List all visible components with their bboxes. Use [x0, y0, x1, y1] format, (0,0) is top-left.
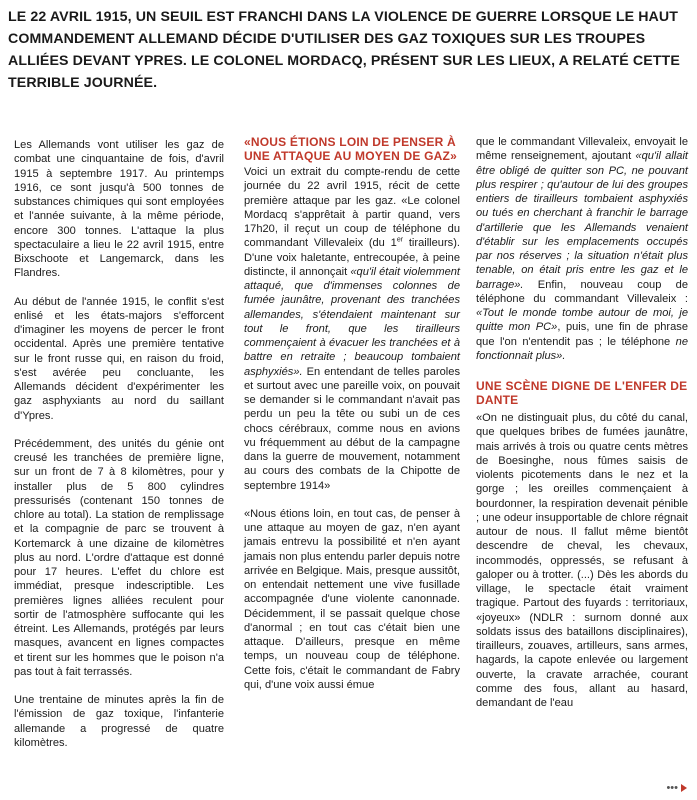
- paragraph: [244, 165, 460, 493]
- text-run: tirailleurs). D'une voix haletante, entrecoupée, à peine distincte, il annonçait: [244, 237, 460, 278]
- article-intro: LE 22 AVRIL 1915, UN SEUIL EST FRANCHI DANS LA VIOLENCE DE GUERRE LORSQUE LE HAUT COMMANDEMENT ALLEMAND DÉCIDE D'UTILISER DES GAZ TOXIQUES SUR LES TROUPES ALLIÉES DEVANT YPRES. LE COLONEL MORDACQ, PRÉSENT SUR LES LIEUX, A RELATÉ CETTE TERRIBLE JOURNÉE.: [8, 9, 680, 91]
- paragraph: Les Allemands vont utiliser les gaz de combat une cinquantaine de fois, d'avril 1915 à septembre 1917. Au printemps 1916, ce sont jusqu'à 500 tonnes de substances chimiques qui sont employées et l'année suivante, à la même période, encore 300 tonnes. L'attaque la plus spectaculaire a lieu le 22 avril 1915, entre Bixschoote et Langemarck, dans les Flandres.: [14, 139, 224, 280]
- section-heading: UNE SCÈNE DIGNE DE L'ENFER DE DANTE: [476, 379, 688, 407]
- column-left: [14, 138, 224, 764]
- text-run: , puis, une fin de phrase que l'on n'entendit pas ; le téléphone: [476, 321, 688, 348]
- paragraph: «Nous étions loin, en tout cas, de penser à une attaque au moyen de gaz, n'en ayant jamais entrevu la possibilité et n'en ayant jamais non plus entendu parler depuis notre arrivée en Belgique. Mais, presque aussitôt, on entendait nettement une vive fusillade accompagnée d'une violente canonnade. Décidemment, il se passait quelque chose d'anormal ; en tout cas c'était bien une attaque. D'ailleurs, presque en même temps, un nouveau coup de téléphone. Cette fois, c'était le commandant de Fabry qui, d'une voix aussi émue: [244, 507, 460, 691]
- text-run: Voici un extrait du compte-rendu de cette journée du 22 avril 1915, récit de cette première attaque par les gaz. «Le colonel Mordacq s'apprêtait à partir quand, vers 17h20, il reçut un coup de téléphone du commandant Villevaleix (du 1: [244, 166, 460, 250]
- section-heading: «NOUS ÉTIONS LOIN DE PENSER À UNE ATTAQUE AU MOYEN DE GAZ»: [244, 135, 457, 163]
- column-middle: [244, 135, 460, 692]
- quote-italic: ne fonctionnait plus».: [476, 335, 688, 362]
- paragraph: «On ne distinguait plus, du côté du canal, que quelques bribes de fumées jaunâtre, mais arrivés à trois ou quatre cents mètres de Boesinghe, nous fûmes saisis de violents picotements dans le nez et la gorge ; les oreilles commençaient à bourdonner, la respiration devenait pénible ; une odeur insupportable de chlore régnait autour de nous. Il fallut même bientôt descendre de cheval, les chevaux, incommodés, oppressés, se refusant à galoper ou à trotter. (...) Dès les abords du village, le spectacle était vraiment tragique. Partout des fuyards : territoriaux, «joyeux» (NDLR : surnom donné aux soldats issus des bataillons disciplinaires), tirailleurs, zouaves, artilleurs, sans armes, hagards, la capote enlevée ou largement ouverte, la cravate arrachée, courant comme des fous, allant au hasard, demandant de l'eau: [476, 412, 688, 709]
- paragraph: Une trentaine de minutes après la fin de l'émission de gaz toxique, l'infanterie allemande a progressé de quatre kilomètres.: [14, 694, 224, 749]
- paragraph: [476, 135, 688, 363]
- quote-italic: «qu'il était violemment attaqué, que d'immenses colonnes de fumée jaunâtre, provenant des tranchées allemandes, s'étendaient maintenant sur tout le front, que les tirailleurs commençaient à évacuer les tranchées et à battre en retraite ; beaucoup tombaient asphyxiés».: [244, 265, 460, 378]
- paragraph: Précédemment, des unités du génie ont creusé les tranchées de première ligne, sur un front de 7 à 8 kilomètres, pour y installer plus de 5 800 cylindres pressurisés (contenant 150 tonnes de chlore au total). La station de remplissage et la compagnie de parc se trouvent à Kortemarck à une dizaine de kilomètres plus au nord. L'ordre d'attaque est donné pour 17 heures. L'effet du chlore est immédiat, presque indescriptible. Les premières lignes alliées reculent pour sortir de l'atmosphère suffocante qui les étreint. Les Allemands, protégés par leurs masques, avancent en lignes compactes et tirent sur les hommes que le poison n'a pas tout à fait terrassés.: [14, 437, 224, 678]
- quote-italic: «Tout le monde tombe autour de moi, je quitte mon PC»: [476, 307, 688, 334]
- continue-dots: •••: [666, 782, 678, 794]
- arrow-right-icon: [681, 784, 687, 792]
- text-run: que le commandant Villevaleix, envoyait le même renseignement, ajoutant: [476, 136, 688, 163]
- superscript: er: [396, 236, 404, 244]
- quote-italic: «qu'il allait être obligé de quitter son PC, ne pouvant plus respirer ; qu'autour de lui des groupes entiers de tirailleurs tombaient asphyxiés ou tués en cherchant à franchir le barrage d'artillerie que les Allemands venaient d'établir sur les emplacements occupés par nos réserves ; la situation n'était plus tenable, on était pris entre les gaz et le barrage».: [476, 150, 688, 291]
- column-right: [476, 135, 688, 710]
- paragraph: Au début de l'année 1915, le conflit s'est enlisé et les états-majors s'efforcent d'imaginer les moyens de percer le front occidental. Après une première tentative sur le front russe qui, en raison du froid, s'est avérée peu concluante, les Allemands décident d'expérimenter les gaz asphyxiants au nord du saillant d'Ypres.: [14, 295, 224, 422]
- text-run: Enfin, nouveau coup de téléphone du commandant Villevaleix :: [476, 278, 688, 305]
- continue-marker: [666, 782, 687, 794]
- text-run: En entendant de telles paroles et surtout avec une pareille voix, on pouvait se demander si le commandant n'avait pas perdu un peu la tête ou subi un de ces chocs cérébraux, comme nous en avions vu fréquemment au début de la campagne dans la guerre de mouvement, notamment au cours des combats de la Chipotte de septembre 1914»: [244, 365, 460, 492]
